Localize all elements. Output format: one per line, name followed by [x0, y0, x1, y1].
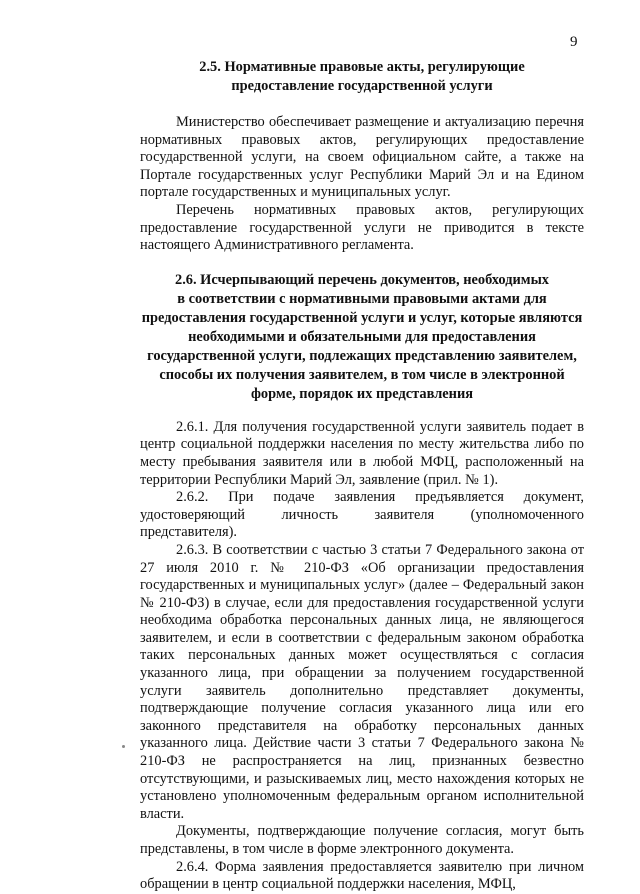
- paragraph-2-6-4: 2.6.4. Форма заявления предоставляется заявителю при личном обращении в центр социальной поддержки населения, МФЦ,: [140, 858, 584, 893]
- paragraph: Документы, подтверждающие получение согласия, могут быть представлены, в том числе в форме электронного документа.: [140, 823, 584, 857]
- paragraph: Перечень нормативных правовых актов, регулирующих предоставление государственной услуги не приводится в тексте настоящего Административного регламента.: [140, 201, 584, 254]
- paragraph-2-6-2: 2.6.2. При подаче заявления предъявляется документ, удостоверяющий личность заявителя (уполномоченного представителя).: [140, 489, 584, 541]
- section-heading-2-5: 2.5. Нормативные правовые акты, регулирующие предоставление государственной услуги: [199, 59, 525, 94]
- section-heading-2-6: 2.6. Исчерпывающий перечень документов, необходимых в соответствии с нормативными правовыми актами для предоставления государственной услуги и услуг, которые являются необходимыми и обязательными для предоставления государственной услуги, подлежащих представлению заявителем, способы их получения заявителем, в том числе в электронной форме, порядок их представления: [141, 271, 583, 402]
- page-number: 9: [570, 34, 578, 50]
- paragraph: Министерство обеспечивает размещение и актуализацию перечня нормативных правовых актов, регулирующих предоставление государственной услуги, на своем официальном сайте, а также на Портале государственных услуг Республики Марий Эл и на Едином портале государственных и муниципальных услуг.: [140, 114, 584, 201]
- paragraph-2-6-3: 2.6.3. В соответствии с частью 3 статьи 7 Федерального закона от 27 июля 2010 г. № 210-ФЗ «Об организации предоставления государственных и муниципальных услуг» (далее – Федеральный закон № 210-ФЗ) в случае, если для предоставления государственной услуги необходима обработка персональных данных лица, не являющегося заявителем, и если в соответствии с федеральным законом обработка таких персональных данных может осуществляться с согласия указанного лица, при обращении за получением государственной услуги заявитель дополнительно представляет документы, подтверждающие получение согласия указанного лица или его законного представителя на обработку персональных данных указанного лица. Действие части 3 статьи 7 Федерального закона № 210-ФЗ не распространяется на лиц, признанных безвестно отсутствующими, и разыскиваемых лиц, место нахождения которых не установлено уполномоченным федеральным органом исполнительной власти.: [140, 541, 584, 822]
- margin-dot: [122, 745, 125, 748]
- paragraph-2-6-1: 2.6.1. Для получения государственной услуги заявитель подает в центр социальной поддержки населения по месту жительства либо по месту пребывания заявителя или в любой МФЦ, расположенный на территории Республики Марий Эл, заявление (прил. № 1).: [140, 418, 584, 488]
- page-content: [140, 58, 584, 894]
